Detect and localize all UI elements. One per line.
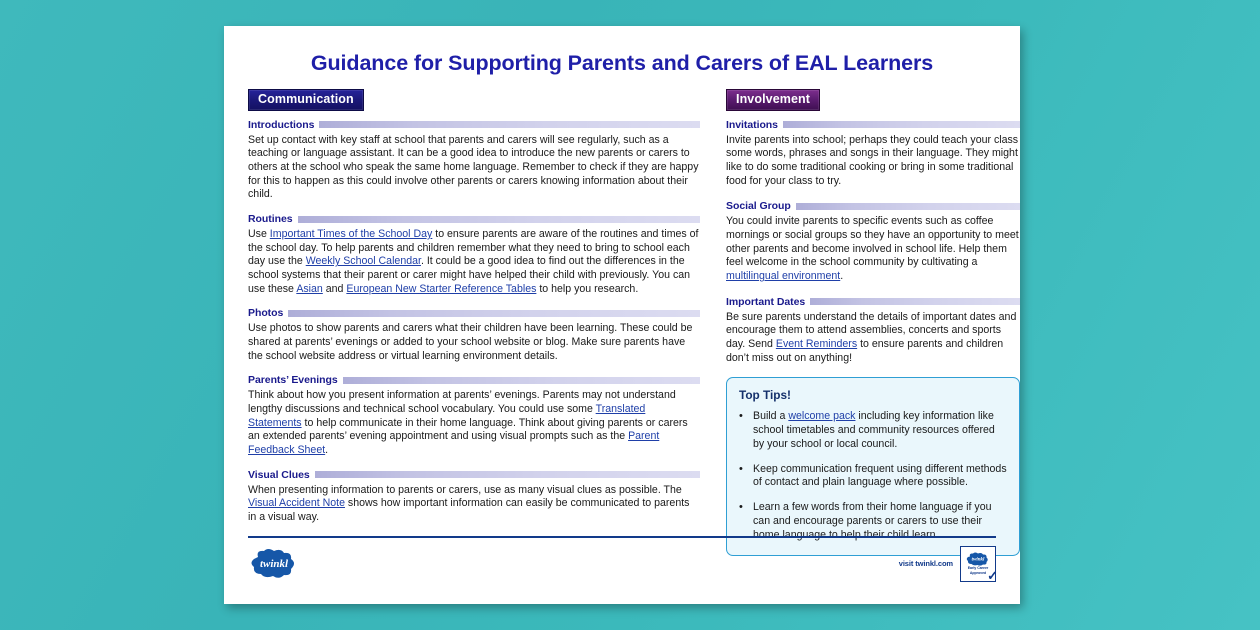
svg-text:twinkl: twinkl [971,557,985,563]
subsection-heading-text: Photos [248,307,284,320]
subsection-heading [726,200,1020,212]
footer [248,536,996,582]
resource-link[interactable]: multilingual environment [726,270,841,283]
subsection-heading [248,307,700,319]
subsection-body [726,215,1020,283]
paragraph-text: . [840,270,844,283]
subsection-body [726,311,1020,366]
subsection-body [248,484,700,525]
resource-link[interactable]: Parent Feedback Sheet [248,430,660,456]
subsection-heading [726,119,1020,131]
resource-link[interactable]: Weekly School Calendar [305,255,421,268]
paragraph-text: Think about how you present information at parents’ evenings. Parents may not understand lengthy discussions and technical school vocabulary. You could use some [248,389,676,415]
subsection-heading-bar [343,377,700,384]
subsections-right [726,119,1020,366]
paragraph-text: . [325,443,329,456]
subsection-heading-bar [796,203,1020,210]
subsection-heading-text: Routines [248,213,293,226]
subsection-body: Set up contact with key staff at school that parents and carers will see regularly, such as a teaching or language assistant. It can be a good idea to introduce the new parents or carers to others at the school who speak the same home language. Remember to check if they are happy for this to happen as this could involve other parents or carers knowing information about their child. [248,133,699,201]
subsection-heading [248,374,700,386]
page-title: Guidance for Supporting Parents and Carers of EAL Learners [310,51,934,75]
subsection-heading-text: Important Dates [726,295,806,308]
twinkl-logo[interactable] [248,548,300,580]
paragraph-text: Use [248,228,270,241]
resource-link[interactable]: Important Times of the School Day [269,228,433,241]
subsection-heading [726,296,1020,308]
paragraph-text: shows how important information can easily be communicated to parents in a visual way. [248,497,690,523]
paragraph-text: You could invite parents to specific events such as coffee mornings or social groups so they have an opportunity to meet other parents and become involved in school life. Help them feel welcome in the school community by cultivating a [726,215,1019,269]
top-tips-list [739,410,1007,542]
badge-line-2: Approved [969,570,987,575]
subsection-heading-bar [298,216,700,223]
subsection-heading-text: Parents’ Evenings [248,374,338,387]
tip-fragment: Learn a few words from their home language if you can and encourage parents or carers to use their home language to help their child learn. [753,501,992,541]
subsection-heading-text: Social Group [726,200,791,213]
top-tip-text [753,410,1007,451]
footer-right [899,546,996,582]
top-tips-box [726,377,1020,556]
bullet-icon: • [739,462,743,475]
top-tip-item [739,410,1007,451]
subsection-heading-bar [288,310,700,317]
svg-text:twinkl: twinkl [259,557,289,570]
resource-link[interactable]: welcome pack [788,410,856,423]
badge-line-1: Early Career [967,565,989,570]
resource-link[interactable]: Translated Statements [248,402,646,429]
tip-fragment: Keep communication frequent using different methods of contact and plain language where possible. [753,462,1007,489]
subsection-heading [248,469,700,481]
subsection-heading-bar [783,121,1020,128]
resource-link[interactable]: Event Reminders [775,337,858,350]
content-columns [224,76,1020,557]
subsection-heading-bar [319,121,700,128]
top-tip-item [739,463,1007,491]
document-sheet [224,26,1020,604]
subsection-heading [248,213,700,225]
tip-fragment: Build a [753,410,789,423]
subsection-heading-bar [315,471,700,478]
subsection-heading-text: Introductions [248,118,315,131]
tip-fragment: including key information like school timetables and community resources offered by your school or local council. [753,410,995,450]
section-label-involvement: Involvement [726,89,820,111]
subsection-body [248,389,700,457]
early-career-approved-badge [960,546,996,582]
paragraph-text: to help communicate in their home language. Think about giving parents or carers an extended parents’ evening appointment and using visual prompts such as the [248,416,688,443]
column-involvement [726,89,1020,557]
visit-twinkl-link[interactable]: visit twinkl.com [898,559,953,568]
subsection-body: Invite parents into school; perhaps they could teach your class some words, phrases and songs in their language. They might like to do some traditional cooking or bring in some traditional food for your class to try. [726,133,1019,187]
top-tips-title: Top Tips! [739,388,791,403]
check-icon: ✓ [987,567,998,583]
top-tip-text [753,463,1007,491]
paragraph-text: to help you research. [536,282,639,295]
section-label-communication: Communication [248,89,364,111]
subsection-heading-text: Visual Clues [248,468,310,481]
subsection-heading-text: Invitations [726,118,778,131]
resource-link[interactable]: Asian [296,282,323,295]
paragraph-text: Be sure parents understand the details of important dates and encourage them to attend assemblies, concerts and sports day. Send [726,310,1017,350]
bullet-icon: • [739,410,743,423]
paragraph-text: and [322,282,347,295]
subsection-body [248,228,700,296]
bullet-icon: • [739,501,743,514]
subsection-heading [248,119,700,131]
paragraph-text: When presenting information to parents or carers, use as many visual clues as possible. The [248,483,682,496]
subsections-left [248,119,700,525]
subsection-heading-bar [810,298,1020,305]
resource-link[interactable]: European New Starter Reference Tables [346,282,537,295]
subsection-body: Use photos to show parents and carers what their children have been learning. These could be shared at parents’ evenings or added to your school website or blog. Make sure parents have the school website address or virtual learning environment details. [248,322,693,362]
column-communication [248,89,700,557]
paragraph-text: . It could be a good idea to find out the differences in the school systems that their parent or carer might have helped their child with previously. You can use these [248,255,691,295]
paragraph-text: to ensure parents are aware of the routines and times of the school day. To help parents and children remember what they need to bring to school each day use the [248,228,699,268]
resource-link[interactable]: Visual Accident Note [248,497,345,510]
paragraph-text: to ensure parents and children don’t miss out on anything! [726,337,1004,364]
